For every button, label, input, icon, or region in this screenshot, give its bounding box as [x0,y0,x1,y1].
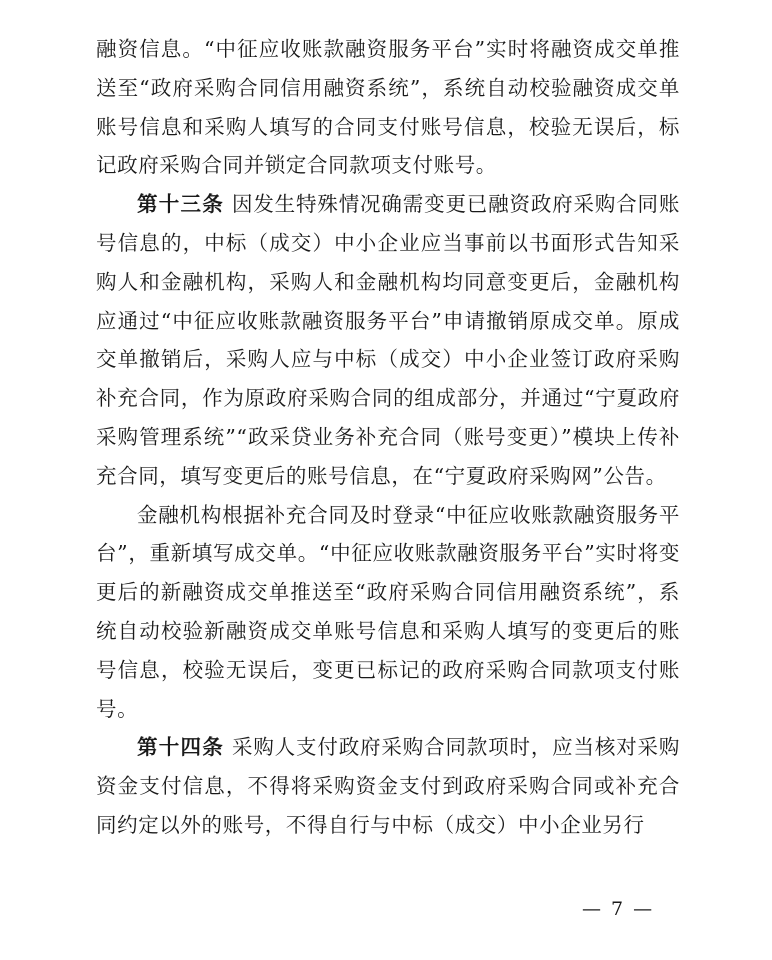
paragraph-text: 融资信息。“中征应收账款融资服务平台”实时将融资成交单推送至“政府采购合同信用融资系统”，系统自动校验融资成交单账号信息和采购人填写的合同支付账号信息，校验无误后，标记政府采购合同并锁定合同款项支付账号。 [96,37,680,178]
article-heading: 第十三条 [137,192,224,217]
article-14 [96,728,680,844]
page-number: — 7 — [582,898,655,920]
paragraph-text: 金融机构根据补充合同及时登录“中征应收账款融资服务平台”，重新填写成交单。“中征应收账款融资服务平台”实时将变更后的新融资成交单推送至“政府采购合同信用融资系统”，系统自动校验新融资成交单账号信息和采购人填写的变更后的账号信息，校验无误后，变更已标记的政府采购合同款项支付账号。 [96,502,680,721]
body-text [96,30,680,845]
article-heading: 第十四条 [137,735,224,760]
article-13 [96,185,680,495]
paragraph-text: 采购人支付政府采购合同款项时，应当核对采购资金支付信息，不得将采购资金支付到政府采购合同或补充合同约定以外的账号，不得自行与中标（成交）中小企业另行 [96,735,680,837]
paragraph-text: 因发生特殊情况确需变更已融资政府采购合同账号信息的，中标（成交）中小企业应当事前以书面形式告知采购人和金融机构，采购人和金融机构均同意变更后，金融机构应通过“中征应收账款融资服务平台”申请撤销原成交单。原成交单撤销后，采购人应与中标（成交）中小企业签订政府采购补充合同，作为原政府采购合同的组成部分，并通过“宁夏政府采购管理系统”“政采贷业务补充合同（账号变更）”模块上传补充合同，填写变更后的账号信息，在“宁夏政府采购网”公告。 [96,192,680,488]
paragraph-financial-institution [96,496,680,729]
paragraph-continuation [96,30,680,185]
